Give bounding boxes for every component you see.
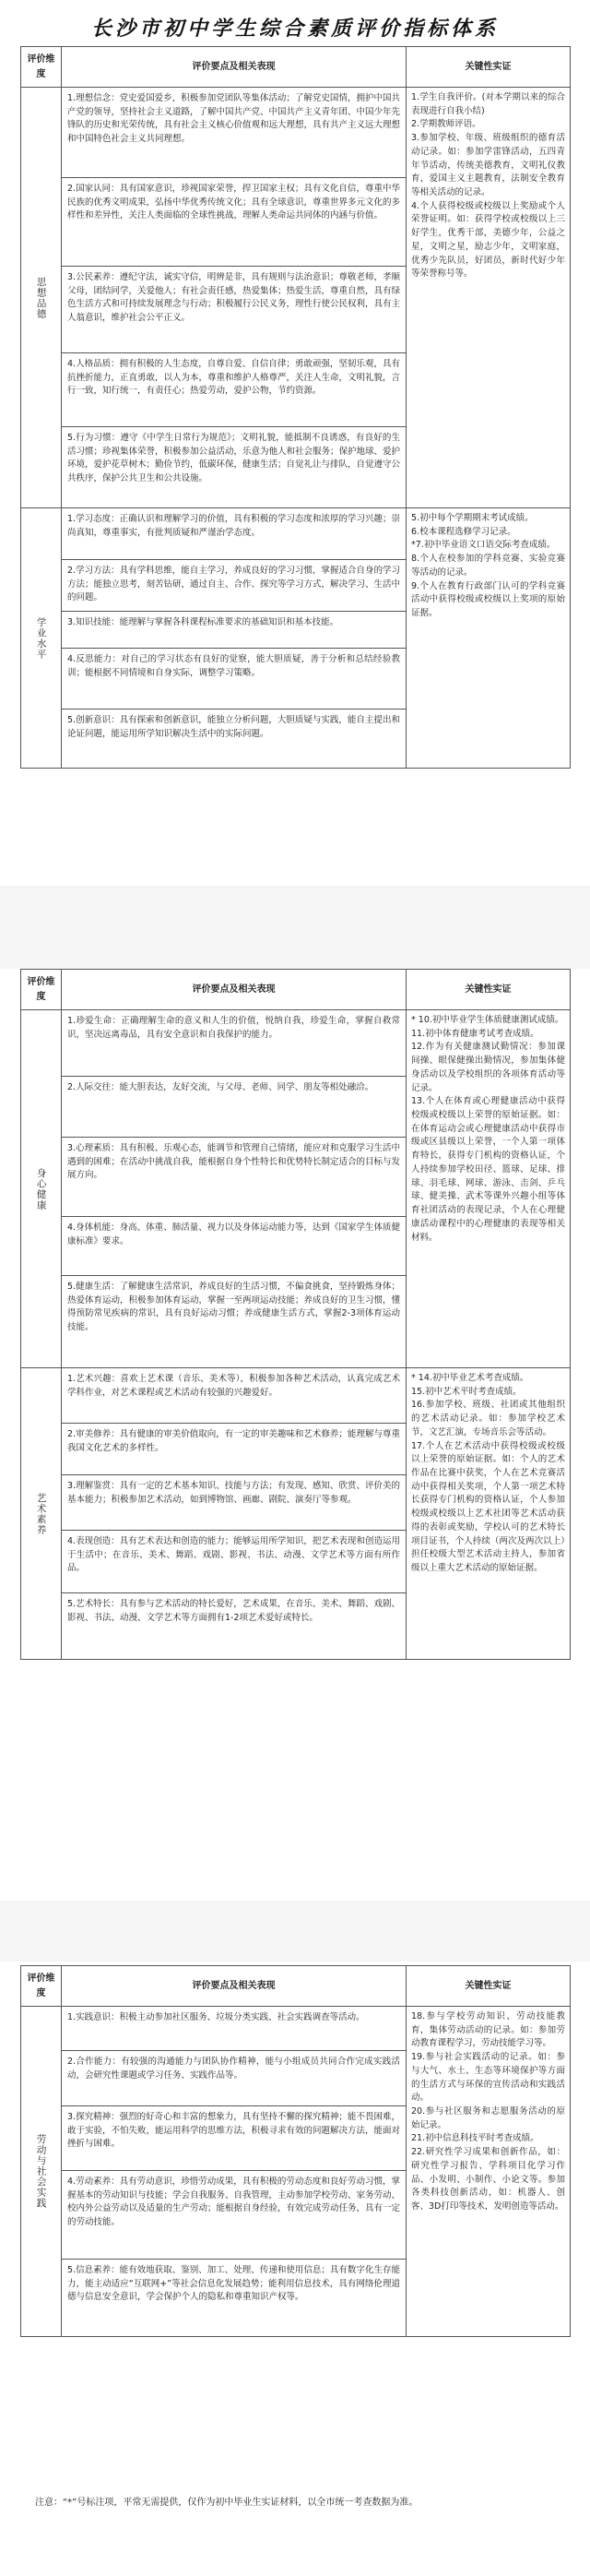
item-cell: 1.学习态度：正确认识和理解学习的价值，具有积极的学习态度和浓厚的学习兴趣；崇尚真知，尊重事实，有批判质疑和严谨治学态度。 [62, 508, 407, 560]
evaluation-table-2 [20, 969, 571, 1660]
item-cell: 5.健康生活：了解健康生活常识，养成良好的生活习惯，不偏食挑食，坚持锻炼身体；热爱体育运动，积极参加体育运动，掌握一至两项运动技能；养成良好的卫生习惯，懂得预防常见疾病的常识，具有良好运动习惯；养成健康生活方式，掌握2-3项体育运动技能。 [62, 1276, 407, 1368]
header-evidence: 关键性实证 [407, 47, 571, 88]
item-cell: 3.心理素质：具有积极、乐观心态，能调节和管理自己情绪，能应对和克服学习生活中遇到的困难；在活动中挑战自我，能根据自身个性特长和优势特长制定适合的目标与发展方向。 [62, 1138, 407, 1217]
table-header [21, 1966, 571, 2007]
item-cell: 3.公民素养：遵纪守法，诚实守信，明辨是非，具有规则与法治意识；尊敬老师，孝顺父母，团结同学，关爱他人；有社会责任感，热爱集体；热爱生活，尊重自然，具有绿色生活方式和可持续发展理念与行动；积极履行公民义务，理性行使公民权利，具有主人翁意识，维护社会公平正义。 [62, 267, 407, 353]
page-gap [0, 1901, 590, 1962]
item-cell: 5.信息素养：能有效地获取、鉴别、加工、处理、传递和使用信息；具有数字化生存能力，能主动适应“互联网+”等社会信息化发展趋势；能利用信息技术，具有网络伦理道德与信息安全意识，学会保护个人的隐私和尊重知识产权等。 [62, 2260, 407, 2337]
evidence-item: *7.初中毕业语文口语交际考查成绩。 [411, 540, 556, 551]
item-cell: 3.探究精神：强烈的好奇心和丰富的想象力，具有坚持不懈的探究精神；能不畏困难，敢于实验，不怕失败，能运用科学的思维方法，积极寻求有效的问题解决方法，能面对挫折与困难。 [62, 2106, 407, 2171]
evidence-cell [407, 88, 571, 508]
item-cell: 4.表现创造：具有艺术表达和创造的能力；能够运用所学知识，把艺术表现和创造运用于生活中；在音乐、美术、舞蹈、戏剧、影视、书法、动漫、文学艺术等方面有所作品。 [62, 1531, 407, 1593]
page-gap [0, 886, 590, 969]
evidence-item: 22.研究性学习成果和创新作品，如：研究性学习报告、学科项目化学习作品、小发明、小制作、小论文等。参加各类科技创新活动，如：机器人、创客、3D打印等技术，发明创造等活动。 [411, 2147, 565, 2212]
dimension-cell: 艺术素养 [21, 1368, 62, 1660]
sheet-2 [20, 969, 570, 1660]
evaluation-table-3 [20, 1965, 571, 2337]
evidence-item: 9.个人在教育行政部门认可的学科竞赛活动中获得校级或校级以上奖项的原始证据。 [411, 580, 565, 619]
item-cell: 2.人际交往：能大胆表达，友好交流，与父母、老师、同学、朋友等相处融洽。 [62, 1077, 407, 1138]
dimension-cell: 身心健康 [21, 1010, 62, 1368]
evidence-item: 8.个人在校参加的学科竞赛、实验竞赛等活动的记录。 [411, 554, 565, 578]
dimension-cell: 思想品德 [21, 88, 62, 508]
item-cell: 1.珍爱生命：正确理解生命的意义和人生的价值，悦纳自我，珍爱生命，掌握自救常识，坚决远离毒品，具有安全意识和自我保护的能力。 [62, 1010, 407, 1077]
evidence-item: * 14.初中毕业艺术考查成绩。 [411, 1373, 529, 1383]
evidence-item: 1.学生自我评价。(对本学期以来的综合表现进行自我小结) [411, 92, 565, 116]
evidence-cell [407, 2007, 571, 2337]
evidence-item: 21.初中信息科技平时考查成绩。 [411, 2133, 539, 2144]
evidence-item: 18.参与学校劳动知识、劳动技能教育，集体劳动活动的记录。如：参加劳动教育课程学习，劳动技能学习等。 [411, 2011, 565, 2049]
item-cell: 2.国家认同：具有国家意识，珍视国家荣誉，捍卫国家主权；具有文化自信，尊重中华民族的优秀文明成果，弘扬中华优秀传统文化；具有全球意识，尊重世界多元文化的多样性和差异性，关注人类面临的全球性挑战，理解人类命运共同体的内涵与价值。 [62, 178, 407, 267]
item-cell: 2.学习方法：具有学科思维，能自主学习，养成良好的学习习惯，掌握适合自身的学习方法；能独立思考，刻苦钻研，通过自主、合作、探究等学习方式，解决学习、生活中的问题。 [62, 560, 407, 612]
table-header [21, 47, 571, 88]
item-cell: 1.艺术兴趣：喜欢上艺术课（音乐、美术等），积极参加各种艺术活动，认真完成艺术学科作业，对艺术课程或艺术活动有较强的兴趣爱好。 [62, 1368, 407, 1424]
header-dimension: 评价维度 [21, 1966, 62, 2007]
item-cell: 2.审美修养：具有健康的审美价值取向，有一定的审美趣味和艺术修养；能理解与尊重我国文化艺术的多样性。 [62, 1424, 407, 1475]
item-cell: 4.劳动素养：具有劳动意识，珍惜劳动成果，具有积极的劳动态度和良好劳动习惯，掌握基本的劳动知识与技能；学会自我服务、自我管理，主动参加学校劳动、家务劳动、校内外公益劳动以及适量的生产劳动；能根据自身经验，有效完成劳动任务，具有一定的劳动技能。 [62, 2171, 407, 2260]
header-dimension: 评价维度 [21, 47, 62, 88]
table-row [21, 508, 571, 560]
header-dimension: 评价维度 [21, 970, 62, 1010]
table-row [21, 2007, 571, 2051]
evidence-cell [407, 1368, 571, 1660]
table-row [21, 1010, 571, 1077]
evidence-item: 12.作为有关健康测试勤情况：参加课间操、眼保健操出勤情况，参加集体健身活动以及学校组织的各项体育活动等记录。 [411, 1042, 565, 1093]
evidence-item: 5.初中每个学期期末考试成绩。 [411, 513, 534, 523]
evaluation-table-1 [20, 46, 571, 769]
dimension-cell: 学业水平 [21, 508, 62, 769]
header-items: 评价要点及相关表现 [62, 47, 407, 88]
evidence-item: 20.参与社区服务和志愿服务活动的原始记录。 [411, 2106, 565, 2130]
evidence-item: 16.参加学校、班级、社团或其他组织的艺术活动记录。如：参加学校艺术节，文艺汇演，专场音乐会等活动。 [411, 1400, 565, 1437]
item-cell: 5.行为习惯：遵守《中学生日常行为规范》；文明礼貌，能抵制不良诱惑，有良好的生活习惯；珍视集体荣誉，积极参加公益活动，乐意为他人和社会服务；保护地球、爱护环境，爱护花草树木；勤俭节约，低碳环保，健康生活；自觉礼让与排队，自觉遵守公共秩序，保护公共卫生和公共设施。 [62, 427, 407, 508]
item-cell: 1.实践意识：积极主动参加社区服务、垃圾分类实践、社会实践调查等活动。 [62, 2007, 407, 2051]
header-evidence: 关键性实证 [407, 970, 571, 1010]
item-cell: 4.人格品质：拥有积极的人生态度，自尊自爱、自信自律；勇敢顽强，坚韧乐观，具有抗挫折能力，正直勇敢，以人为本，尊重和维护人格尊严，关注人生命，文明礼貌，言行一致，知行统一，有责任心；热爱劳动，爱护公物，节约资源。 [62, 353, 407, 427]
evidence-item: 17.个人在艺术活动中获得校级或校级以上荣誉的原始证据。如：个人的艺术作品在比赛中获奖，个人在艺术竞赛活动中获得相关奖项，个人第一项艺术特长获得专门机构的资格认证，个人参加校级或校级以上艺术社团等艺术活动获得的表彰或奖励，学校认可的艺术特长项目证书，个人持续（两次及两次以上）担任校级大型艺术活动主持人，参加省级以上重大艺术活动的原始证据。 [411, 1440, 565, 1574]
header-evidence: 关键性实证 [407, 1966, 571, 2007]
evidence-item: 3.参加学校、年级、班级组织的德育活动记录。如：参加学雷锋活动，五四青年节活动，传统美德教育，文明礼仪教育，爱国主义主题教育，法制安全教育等相关活动的记录。 [411, 133, 565, 198]
item-cell: 1.理想信念：党史爱国爱乡，积极参加党团队等集体活动；了解党史国情，拥护中国共产党的领导，坚持社会主义道路，了解中国共产党、中国共产主义青年团、中国少年先锋队的历史和光荣传统，具有社会主义核心价值观和远大理想，具有共产主义远大理想和中国特色社会主义共同理想。 [62, 88, 407, 178]
item-cell: 3.知识技能：能理解与掌握各科课程标准要求的基础知识和基本技能。 [62, 612, 407, 649]
evidence-item: 13.个人在体育或心理健康活动中获得校级或校级以上荣誉的原始证据。如：在体育运动会或心理健康活动中获得市级或区县级以上荣誉，一个人第一项体育特长，获得专门机构的资格认证，个人持续参加学校田径、篮球、足球、排球、羽毛球、网球、游泳、击剑、乒乓球、健美操、武术等课外兴趣小组等体育社团活动的表现记录，个人在心理健康活动课程中的心理健康的表现等相关材料。 [411, 1096, 565, 1243]
item-cell: 2.合作能力：有较强的沟通能力与团队协作精神，能与小组成员共同合作完成实践活动，会研究性课题或学习任务、实践作品等。 [62, 2051, 407, 2106]
evidence-item: 4.个人获得校级或校级以上奖励或个人荣誉证明。如：获得学校或校级以上三好学生，优秀干部，美德少年，公益之星，文明之星，励志少年，文明家庭，优秀少先队员，好团员，新时代好少年等荣誉称号等。 [411, 200, 565, 280]
evidence-cell [407, 1010, 571, 1368]
dimension-cell: 劳动与社会实践 [21, 2007, 62, 2337]
evidence-item: 15.初中艺术平时考查成绩。 [411, 1386, 522, 1397]
table-row [21, 88, 571, 178]
evidence-item: 19.参与社会实践活动的记录。如：参与大气、水土、生态等环境保护等方面的生活方式与环保的宣传活动和实践活动。 [411, 2052, 565, 2104]
item-cell: 3.理解鉴赏：具有一定的艺术基本知识、技能与方法；有发现、感知、欣赏、评价美的基本能力；积极参加艺术活动，如到博物馆、画廊、剧院、演奏厅等参观。 [62, 1475, 407, 1531]
item-cell: 5.艺术特长：具有参与艺术活动的特长爱好，艺术成果，在音乐、美术、舞蹈、戏剧、影视、书法、动漫、文学艺术等方面拥有1-2项艺术爱好或特长。 [62, 1593, 407, 1660]
evidence-cell [407, 508, 571, 769]
item-cell: 4.反思能力：对自己的学习状态有良好的觉察，能大胆质疑，善于分析和总结经验教训；能根据不同情境和自身实际，调整学习策略。 [62, 649, 407, 710]
evidence-item: 6.校本课程选修学习记录。 [411, 526, 516, 537]
document-title: 长沙市初中学生综合素质评价指标体系 [90, 17, 499, 41]
item-cell: 4.身体机能：身高、体重、肺活量、视力以及身体运动能力等，达到《国家学生体质健康标准》要求。 [62, 1217, 407, 1276]
item-cell: 5.创新意识：具有探索和创新意识，能独立分析问题，大胆质疑与实践，能自主提出和论证问题，能运用所学知识解决生活中的实际问题。 [62, 710, 407, 769]
header-items: 评价要点及相关表现 [62, 970, 407, 1010]
evidence-item: 2.学期教师评语。 [411, 119, 481, 130]
sheet-3 [20, 1965, 570, 2337]
table-row [21, 1368, 571, 1424]
table-header [21, 970, 571, 1010]
evidence-item: * 10.初中毕业学生体质健康测试成绩。 [411, 1015, 564, 1025]
footnote: 注意：“*”号标注项，平常无需提供，仅作为初中毕业生实证材料，以全市统一考查数据为准。 [35, 2498, 419, 2508]
evidence-item: 11.初中体育健康考试考查成绩。 [411, 1028, 539, 1039]
sheet-1 [20, 46, 570, 769]
header-items: 评价要点及相关表现 [62, 1966, 407, 2007]
